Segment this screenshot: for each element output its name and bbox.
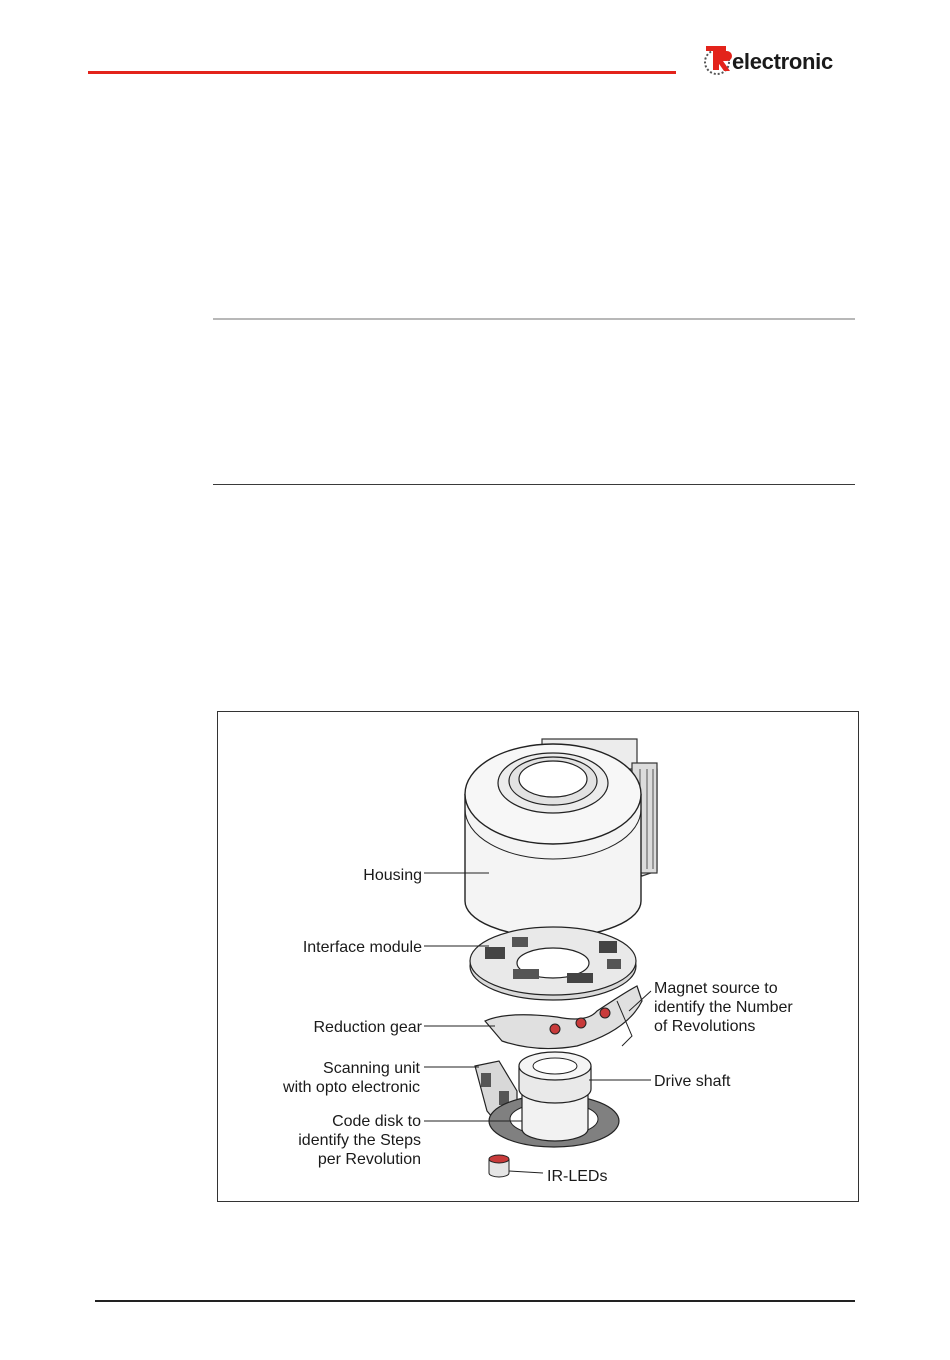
- label-scanning-unit-line2: with opto electronic: [283, 1079, 420, 1096]
- encoder-exploded-view: [217, 711, 859, 1202]
- section-rule-top: [213, 318, 855, 320]
- housing-illustration: [465, 739, 657, 937]
- label-magnet-source-line3: of Revolutions: [654, 1018, 756, 1035]
- logo-wordmark: electronic: [732, 49, 833, 74]
- label-magnet-source-line2: identify the Number: [654, 999, 793, 1016]
- ir-leds-illustration: [489, 1155, 509, 1177]
- label-interface-module: Interface module: [302, 939, 422, 956]
- label-drive-shaft: Drive shaft: [654, 1073, 731, 1090]
- section-rule-bottom: [213, 484, 855, 485]
- label-code-disk-line3: per Revolution: [317, 1151, 421, 1168]
- label-reduction-gear: Reduction gear: [313, 1019, 422, 1036]
- label-ir-leds: IR-LEDs: [547, 1168, 608, 1185]
- drive-shaft-illustration: [519, 1052, 591, 1141]
- footer-rule: [95, 1300, 855, 1302]
- interface-module-illustration: [470, 927, 636, 1000]
- label-code-disk-line2: identify the Steps: [298, 1132, 421, 1149]
- logo-gear-icon: [702, 40, 734, 80]
- company-logo: [702, 40, 852, 80]
- label-scanning-unit-line1: Scanning unit: [323, 1060, 420, 1077]
- label-housing: Housing: [363, 867, 422, 884]
- header-rule: [88, 71, 676, 74]
- label-magnet-source-line1: Magnet source to: [654, 980, 778, 997]
- label-code-disk-line1: Code disk to: [332, 1113, 421, 1130]
